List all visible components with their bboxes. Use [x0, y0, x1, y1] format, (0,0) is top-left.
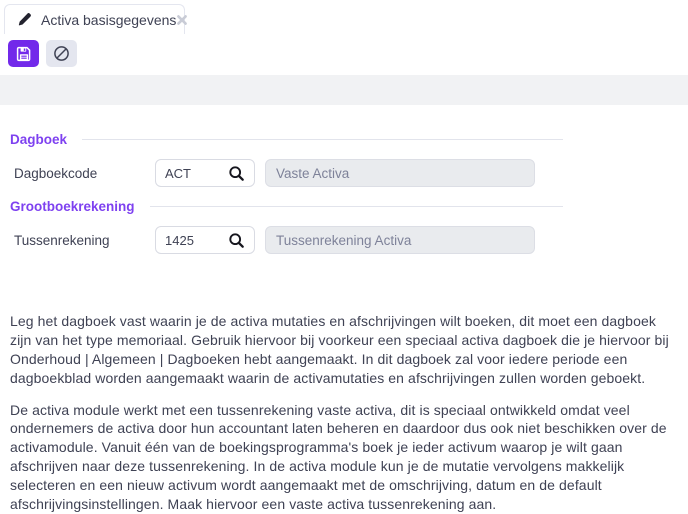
tussenrekening-input[interactable]	[156, 233, 220, 248]
slash-circle-cancel-icon	[53, 45, 70, 62]
pencil-edit-icon	[17, 12, 32, 27]
close-icon[interactable]	[176, 14, 188, 26]
form-row-dagboekcode	[10, 159, 678, 187]
tussenrekening-description-field	[265, 226, 535, 254]
floppy-save-icon	[16, 46, 32, 62]
dagboekcode-search-button[interactable]	[220, 160, 252, 186]
help-text	[0, 266, 688, 514]
dagboek-description-field	[265, 159, 535, 187]
toolbar	[0, 34, 688, 71]
section-heading-dagboek	[10, 132, 563, 146]
form-area	[0, 105, 688, 254]
section-divider	[150, 206, 563, 207]
cancel-button[interactable]	[46, 40, 77, 67]
form-row-tussenrekening	[10, 226, 678, 254]
save-button[interactable]	[8, 40, 39, 67]
tussenrekening-search-button[interactable]	[220, 227, 252, 253]
header-band	[0, 75, 688, 105]
help-paragraph-dagboek: Leg het dagboek vast waarin je de activa mutaties en afschrijvingen wilt boeken, dit moet een dagboek zijn van het type memoriaal. Gebruik hiervoor bij voorkeur een speciaal activa dagboek die je hiervoor bij Onderhoud | Algemeen | Dagboeken hebt aangemaakt. In dit dagboek zal voor iedere periode een dagboekblad worden aangemaakt waarin de activamutaties en afschrijvingen zullen worden geboekt.	[10, 313, 669, 386]
tab-activa-basisgegevens[interactable]	[4, 4, 185, 34]
dagboekcode-input-group	[155, 159, 255, 187]
magnifier-icon	[228, 232, 245, 249]
dagboekcode-input[interactable]	[156, 166, 220, 181]
field-label-dagboekcode: Dagboekcode	[14, 165, 98, 181]
section-title: Dagboek	[10, 131, 68, 147]
section-heading-grootboekrekening	[10, 199, 563, 213]
tussenrekening-input-group	[155, 226, 255, 254]
section-divider	[82, 139, 563, 140]
magnifier-icon	[228, 165, 245, 182]
tab-bar	[0, 0, 688, 34]
section-title: Grootboekrekening	[10, 198, 135, 214]
tab-title: Activa basisgegevens	[41, 11, 177, 28]
field-label-tussenrekening: Tussenrekening	[14, 232, 110, 248]
help-paragraph-tussenrekening: De activa module werkt met een tussenrekening vaste activa, dit is speciaal ontwikkeld omdat veel ondernemers de activa door hun accountant laten beheren en daardoor dus ook niet beschikken over de activamodule. Vanuit één van de boekingsprogramma's boek je ieder activum waarop je wilt gaan afschrijven naar deze tussenrekening. In de activa module kun je de mutatie vervolgens makkelijk selecteren en een nieuw activum wordt aangemaakt met de omschrijving, datum en de default afschrijvingsinstellingen. Maak hiervoor een vaste activa tussenrekening aan.	[10, 401, 667, 513]
